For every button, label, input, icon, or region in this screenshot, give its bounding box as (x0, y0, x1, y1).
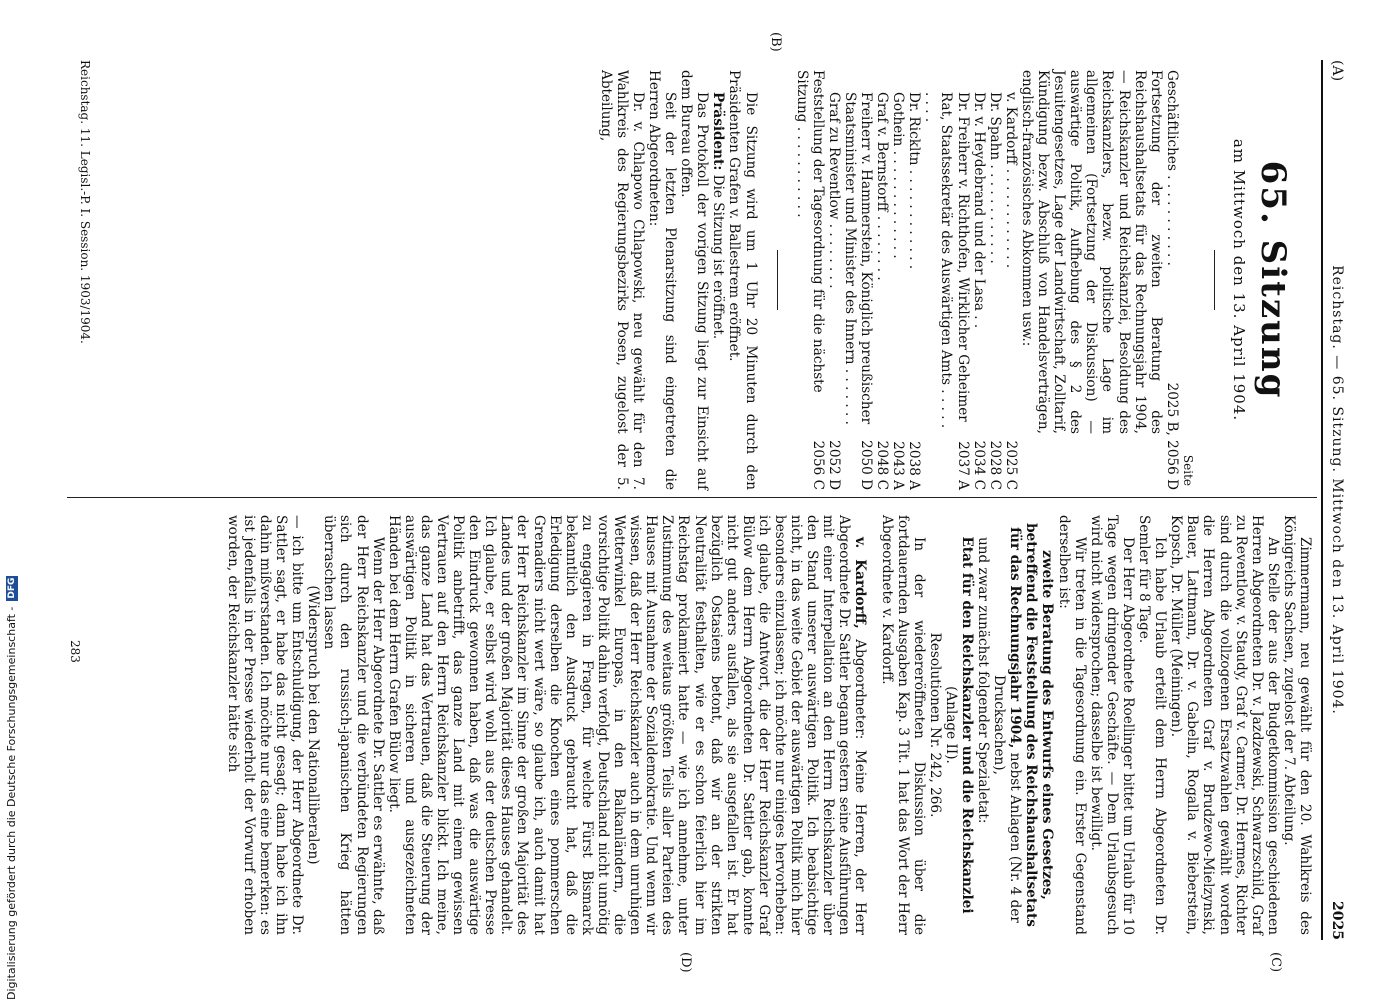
margin-mark-b: (B) (768, 32, 783, 52)
president-paragraph: Präsident: Die Sitzung ist eröffnet. (710, 92, 727, 340)
interjection: (Widerspruch bei den Nationalliberalen) (305, 585, 322, 865)
margin-mark-c: (C) (1268, 952, 1283, 973)
session-title: 65. Sitzung (1253, 160, 1293, 400)
speech-paragraph: Wenn der Herr Abgeordnete Dr. Sattler es erwähnte, daß der Herr Reichskanzler und die verbündeten Regierungen sich durch den russisch-japanischen Krieg hätten überraschen lassen (321, 515, 386, 935)
toc-item: Dr. Spahn . . . . . . . . . . . . 2028 C (986, 92, 1003, 490)
toc-item: Graf v. Bernstorff . . . . . . . . 2048 C (874, 92, 891, 490)
opening-paragraph: Die Sitzung wird um 1 Uhr 20 Minuten durch den Präsidenten Grafen v. Ballestrem eröffnet. (726, 70, 759, 490)
agenda-item: Etat für den Reichskanzler und die Reichskanzlei (Anlage II). (942, 536, 976, 914)
resolutions-line: Resolutionen Nr. 242, 266. (926, 632, 943, 818)
toc-item: Dr. Freiherr v. Richthofen, Wirklicher Geheimer Rat, Staatssekretär des Auswärtigen Amts . . . . . . . . . 2037 A (922, 92, 971, 490)
seite-label: Seite (1180, 454, 1195, 486)
footer-sheet-number: 283 (68, 640, 82, 663)
member-entry: Dr. v. Chlapowo Chlapowski, neu gewählt für den 7. Wahlkreis des Regierungsbezirks Posen, zugelost der 5. Abteilung, (597, 70, 646, 490)
speaker-label: Präsident: (710, 92, 727, 171)
agenda-detail: und zwar zunächst folgender Spezialetat: (975, 537, 992, 824)
left-column (598, 70, 1313, 490)
page-number: 2025 (1329, 901, 1345, 940)
speech-paragraph: — ich bitte um Entschuldigung, der Herr Abgeordnete Dr. Sattler sagt, er habe das nicht gesagt; dann habe ich ihn dahin mißverstanden. Ich möchte nur das eine bemerken: es ist jedenfalls in der Presse wiederholt der Vorwurf erhoben worden, der Reichskanzler hätte sich (224, 515, 306, 935)
session-date: am Mittwoch den 13. April 1904. (1230, 138, 1248, 422)
running-header (1321, 60, 1347, 940)
speech-paragraph: v. Kardorff, Abgeordneter: Meine Herren, der Herr Abgeordnete Dr. Sattler begann gestern seine Ausführungen mit einer Interpellation an den Herrn Reichskanzler über den Stand unserer auswärtigen Politik. Ich beabsichtige nicht, in das weite Gebiet der auswärtigen Politik mich hier besonders einzulassen; ich möchte nur einiges hervorheben: ich glaube, die Antwort, die der Herr Reichskanzler Graf Bülow dem Herrn Abgeordneten Dr. Sattler gab, konnte nicht gut anders ausfallen, als sie ausgefallen ist. Er hat bezüglich Ostasiens betont, daß wir an der strikten Neutralität festhalten, wie er es schon feierlich hier im Reichstag proklamiert hatte — wie ich annehme, unter Zustimmung des weitaus größten Teils aller Parteien des Hauses mit Ausnahme der Sozialdemokratie. Und wenn wir wissen, daß der Herr Reichskanzler auch in dem unruhigen Wetterwinkel Europas, in den Balkanländern, die vorsichtige Politik dahin verfolgt, Deutschland nicht unnötig zu engagieren in Fragen, für welche Fürst Bismarck bekanntlich den Ausdruck gebraucht hat, daß die Erledigung derselben die Knochen eines pommerschen Grenadiers nicht wert wäre, so glaube ich, auch damit hat der Herr Reichskanzler im Sinne der großen Majorität des Landes und der großen Majorität dieses Hauses gehandelt. Ich glaube, er selbst wird wohl aus der deutschen Presse den Eindruck gewonnen haben, daß was die auswärtige Politik anbetrifft, das ganze Land mit einem gewissen Vertrauen auf den Herrn Reichskanzler blickt. Ich meine, das ganze Land hat das Vertrauen, daß die Steuerung der auswärtigen Politik in sicheren und ausgezeichneten Händen bei dem Herrn Grafen Bülow liegt. (385, 515, 869, 936)
toc-item: Feststellung der Tagesordnung für die nächste Sitzung . . . . . . . . . . . 2056 C (793, 70, 826, 490)
protocol-paragraph: Das Protokoll der vorigen Sitzung liegt zur Einsicht auf dem Bureau offen. (678, 70, 711, 490)
speaker-role: Abgeordneter: (852, 639, 869, 740)
leave-paragraph: Ich habe Urlaub erteilt dem Herrn Abgeordneten Dr. Semler für 8 Tage. (1136, 515, 1169, 935)
dfg-logo: DFG (7, 577, 17, 599)
right-column (225, 515, 1313, 935)
column-divider (67, 497, 1317, 498)
title-rule (1214, 250, 1215, 310)
speaker-name: v. Kardorff, (852, 537, 869, 629)
leave-request-paragraph: Der Herr Abgeordnete Roellinger bittet um Urlaub für 10 Tage wegen dringender Geschäfte. — Dem Urlaubsgesuch wird nicht widersprochen; dasselbe ist bewilligt. (1087, 515, 1136, 935)
table-of-contents (794, 70, 1180, 490)
credit-text: Digitalisierung gefördert durch die Deutsche Forschungsgemeinschaft - (5, 606, 18, 1000)
toc-item: Dr. v. Heydebrand und der Lasa . . 2034 C (970, 92, 987, 490)
agenda-paragraph: Wir treten in die Tagesordnung ein. Erster Gegenstand derselben ist: (1055, 515, 1088, 935)
toc-item: Dr. Rickltn . . . . . . . . . . . . 2038 A (906, 92, 923, 490)
margin-mark-a: (A) (1329, 60, 1345, 82)
margin-mark-d: (D) (678, 952, 693, 973)
new-members-paragraph: Seit der letzten Plenarsitzung sind eingetreten die Herren Abgeordneten: (646, 70, 679, 490)
header-title: Reichstag. — 65. Sitzung. Mittwoch den 13. April 1904. (1329, 265, 1345, 715)
footer-session: Reichstag. 11. Legisl.-P. I. Session. 1903/1904. (78, 60, 92, 344)
digitization-credit (3, 0, 23, 1000)
toc-item: Geschäftliches . . . . . . . . . . . 2025 B, 2056 D (1163, 70, 1180, 490)
discussion-paragraph: In der wiedereröffneten Diskussion über die fortdauernden Ausgaben Kap. 3 Tit. 1 hat das Wort der Herr Abgeordnete v. Kardorff. (878, 515, 927, 935)
toc-item: v. Kardorff . . . . . . . . . . . . 2025 C (1002, 92, 1019, 490)
toc-item: Gothein . . . . . . . . . . . . . 2043 A (890, 92, 907, 490)
section-rule (777, 250, 778, 310)
toc-item: Fortsetzung der zweiten Beratung des Reichshaushaltsetats für das Rechnungsjahr 1904, — Reichskanzler und Reichskanzlei, Besoldung des Reichskanzlers, bezw. politische Lage im allgemeinen (Fortsetzung der Diskussion) — auswärtige Politik, Aufhebung des § 2 des Jesuitengesetzes, Lage der Landwirtschaft, Zolltarif, Kündigung bezw. Abschluß von Handelsverträgen, englisch-französisches Abkommen usw.: (1018, 70, 1164, 434)
toc-item: Freiherr v. Hammerstein, Königlich preußischer Staatsminister und Minister des Innern . . . . . . . 2050 D (841, 92, 875, 490)
member-entry: Zimmermann, neu gewählt für den 20. Wahlkreis des Königreichs Sachsen, zugelost der 7. Abteilung. (1280, 515, 1313, 935)
toc-item: Graf zu Reventlow . . . . . . . . 2052 D (825, 92, 842, 490)
budget-commission-paragraph: An Stelle der aus der Budgetkommission geschiedenen Herren Abgeordneten Dr. v. Jazdzewski, Schwarzschild, Graf zu Reventlow, v. Staudy, Graf v. Carmer, Dr. Hermes, Richter sind durch die vollzogenen Ersatzwahlen gewählt worden die Herren Abgeordneten Graf v. Brudzewo-Mielzynski, Bauer, Lattmann, Dr. v. Gabelin, Rogalla v. Bieberstein, Kopsch, Dr. Müller (Meiningen). (1168, 515, 1281, 935)
agenda-item: zweite Beratung des Entwurfs eines Gesetzes, betreffend die Feststellung des Reichshaushaltsetats für das Rechnungsjahr 1904, nebst Anlagen (Nr. 4 der Drucksachen), (991, 523, 1056, 927)
